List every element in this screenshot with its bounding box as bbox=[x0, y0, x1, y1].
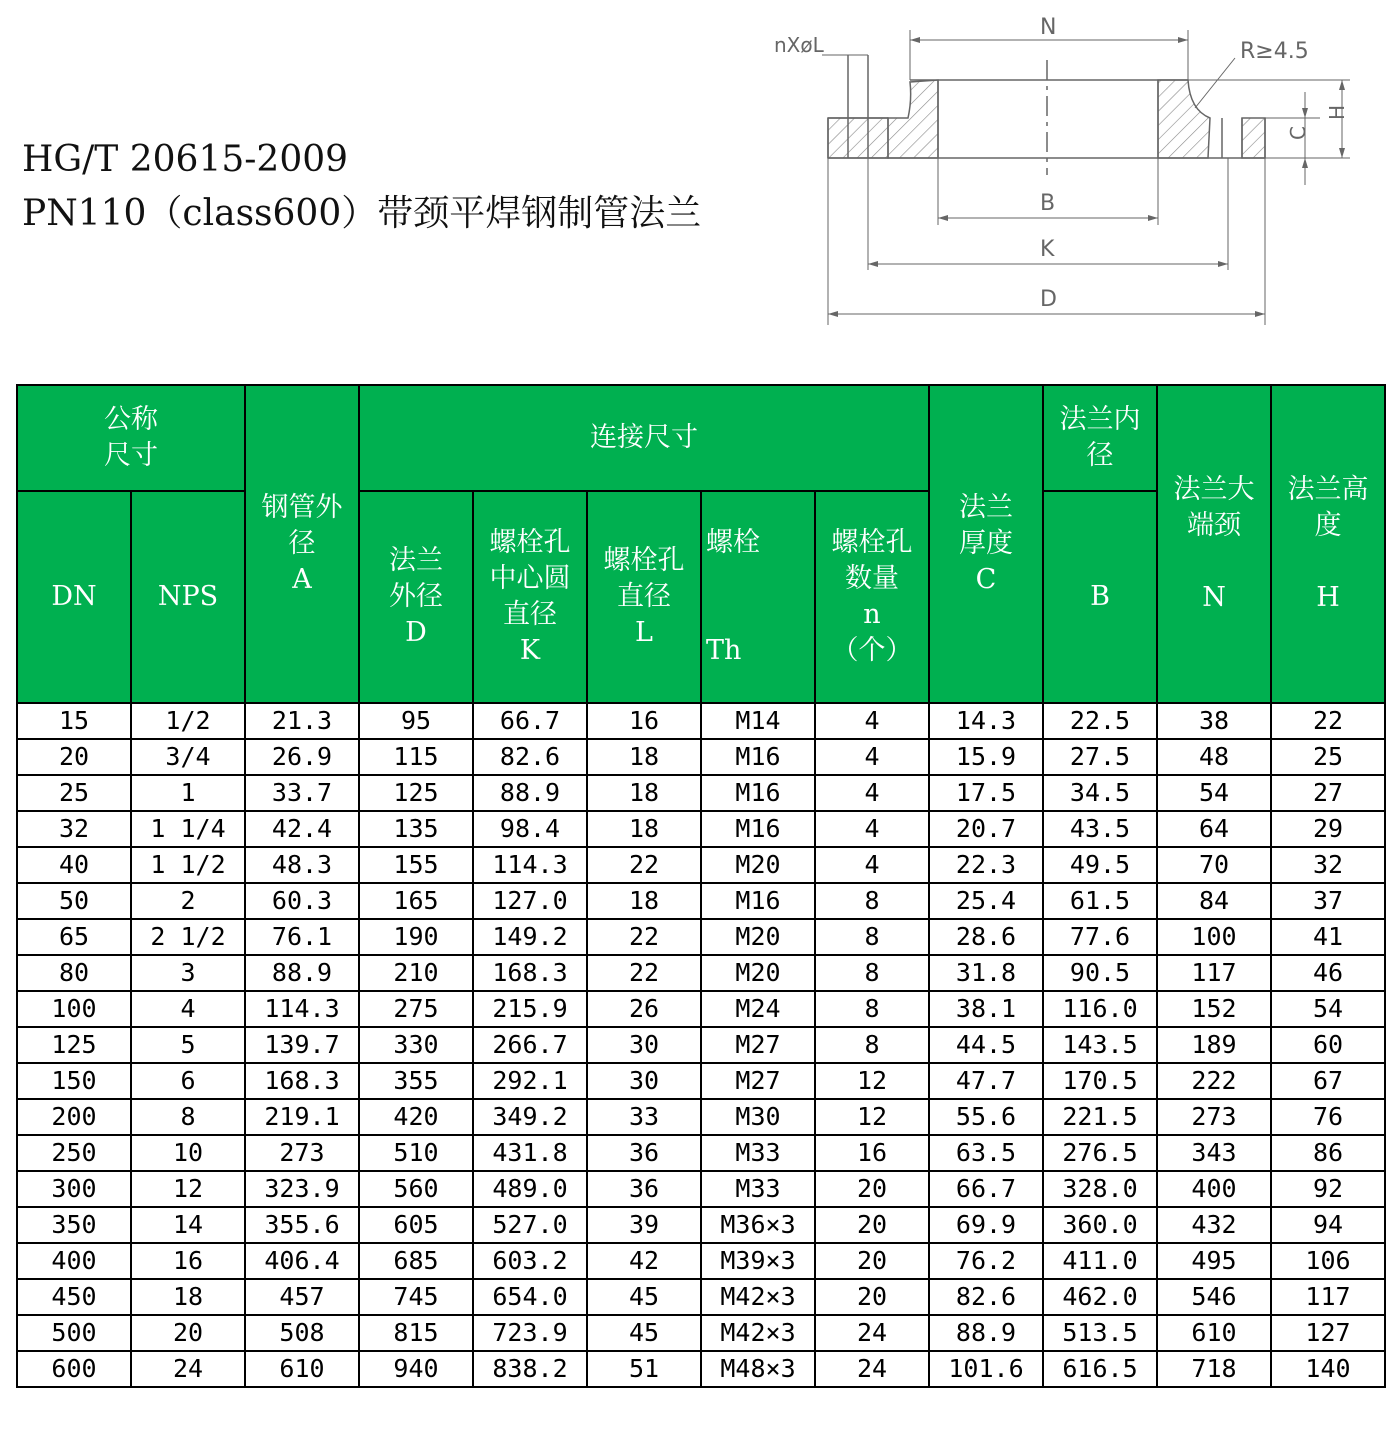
table-cell: 500 bbox=[17, 1315, 131, 1351]
table-cell: 36 bbox=[587, 1135, 701, 1171]
table-cell: 6 bbox=[131, 1063, 245, 1099]
table-cell: 273 bbox=[245, 1135, 359, 1171]
table-cell: 60 bbox=[1271, 1027, 1385, 1063]
table-cell: 8 bbox=[815, 919, 929, 955]
table-cell: 40 bbox=[17, 847, 131, 883]
table-cell: M33 bbox=[701, 1135, 815, 1171]
table-cell: 117 bbox=[1157, 955, 1271, 991]
table-cell: 600 bbox=[17, 1351, 131, 1387]
table-cell: 27 bbox=[1271, 775, 1385, 811]
table-cell: 1 1/4 bbox=[131, 811, 245, 847]
table-row bbox=[17, 1243, 1385, 1279]
bolt-hole-diameter-header: 螺栓孔 直径 L bbox=[587, 491, 701, 703]
table-cell: M20 bbox=[701, 955, 815, 991]
table-cell: 605 bbox=[359, 1207, 473, 1243]
table-cell: M27 bbox=[701, 1063, 815, 1099]
table-cell: 22 bbox=[587, 847, 701, 883]
table-cell: 38 bbox=[1157, 703, 1271, 739]
table-row bbox=[17, 1099, 1385, 1135]
table-cell: M16 bbox=[701, 811, 815, 847]
table-cell: 343 bbox=[1157, 1135, 1271, 1171]
table-cell: 1 1/2 bbox=[131, 847, 245, 883]
table-cell: 275 bbox=[359, 991, 473, 1027]
bore-header: 法兰内 径 bbox=[1043, 385, 1157, 491]
table-cell: 39 bbox=[587, 1207, 701, 1243]
table-cell: 92 bbox=[1271, 1171, 1385, 1207]
table-cell: 25.4 bbox=[929, 883, 1043, 919]
table-cell: 125 bbox=[359, 775, 473, 811]
table-row bbox=[17, 811, 1385, 847]
table-cell: 32 bbox=[1271, 847, 1385, 883]
table-cell: 190 bbox=[359, 919, 473, 955]
radius-label: R≥4.5 bbox=[1240, 39, 1309, 64]
table-cell: 26 bbox=[587, 991, 701, 1027]
table-cell: 50 bbox=[17, 883, 131, 919]
table-cell: 24 bbox=[815, 1315, 929, 1351]
table-cell: M20 bbox=[701, 919, 815, 955]
table-cell: 143.5 bbox=[1043, 1027, 1157, 1063]
table-cell: 210 bbox=[359, 955, 473, 991]
bore-b-header: B bbox=[1043, 491, 1157, 703]
table-cell: 76 bbox=[1271, 1099, 1385, 1135]
table-cell: 139.7 bbox=[245, 1027, 359, 1063]
table-cell: 4 bbox=[815, 847, 929, 883]
table-row bbox=[17, 883, 1385, 919]
table-cell: 17.5 bbox=[929, 775, 1043, 811]
table-cell: 219.1 bbox=[245, 1099, 359, 1135]
table-cell: 24 bbox=[131, 1351, 245, 1387]
table-cell: 276.5 bbox=[1043, 1135, 1157, 1171]
table-cell: 411.0 bbox=[1043, 1243, 1157, 1279]
table-cell: M42×3 bbox=[701, 1315, 815, 1351]
table-cell: 940 bbox=[359, 1351, 473, 1387]
table-cell: 33.7 bbox=[245, 775, 359, 811]
thickness-label: C bbox=[1286, 126, 1310, 140]
table-cell: 49.5 bbox=[1043, 847, 1157, 883]
table-cell: 3 bbox=[131, 955, 245, 991]
table-cell: 32 bbox=[17, 811, 131, 847]
table-cell: 82.6 bbox=[473, 739, 587, 775]
nps-header: NPS bbox=[131, 491, 245, 703]
table-cell: 328.0 bbox=[1043, 1171, 1157, 1207]
table-cell: 22 bbox=[587, 955, 701, 991]
table-cell: 16 bbox=[815, 1135, 929, 1171]
bolt-circle-label: K bbox=[1040, 237, 1055, 262]
table-cell: 43.5 bbox=[1043, 811, 1157, 847]
table-cell: M14 bbox=[701, 703, 815, 739]
table-cell: 8 bbox=[131, 1099, 245, 1135]
table-row bbox=[17, 1171, 1385, 1207]
table-cell: 37 bbox=[1271, 883, 1385, 919]
table-cell: M27 bbox=[701, 1027, 815, 1063]
table-cell: 54 bbox=[1271, 991, 1385, 1027]
table-cell: 54 bbox=[1157, 775, 1271, 811]
table-row bbox=[17, 1351, 1385, 1387]
table-cell: 250 bbox=[17, 1135, 131, 1171]
table-cell: 64 bbox=[1157, 811, 1271, 847]
table-cell: 838.2 bbox=[473, 1351, 587, 1387]
table-cell: 200 bbox=[17, 1099, 131, 1135]
table-cell: 28.6 bbox=[929, 919, 1043, 955]
dn-header: DN bbox=[17, 491, 131, 703]
bolt-hole-label: nXøL bbox=[774, 33, 824, 57]
table-cell: 431.8 bbox=[473, 1135, 587, 1171]
table-cell: 30 bbox=[587, 1027, 701, 1063]
height-label: H bbox=[1325, 104, 1349, 120]
table-cell: 55.6 bbox=[929, 1099, 1043, 1135]
table-cell: 8 bbox=[815, 991, 929, 1027]
table-cell: 215.9 bbox=[473, 991, 587, 1027]
table-cell: 189 bbox=[1157, 1027, 1271, 1063]
table-cell: 70 bbox=[1157, 847, 1271, 883]
table-cell: 34.5 bbox=[1043, 775, 1157, 811]
table-cell: 20 bbox=[17, 739, 131, 775]
table-cell: 8 bbox=[815, 955, 929, 991]
table-cell: 273 bbox=[1157, 1099, 1271, 1135]
table-row bbox=[17, 1063, 1385, 1099]
table-cell: 27.5 bbox=[1043, 739, 1157, 775]
table-cell: 82.6 bbox=[929, 1279, 1043, 1315]
table-cell: 98.4 bbox=[473, 811, 587, 847]
table-cell: 45 bbox=[587, 1279, 701, 1315]
table-cell: 48.3 bbox=[245, 847, 359, 883]
table-cell: 170.5 bbox=[1043, 1063, 1157, 1099]
table-cell: 8 bbox=[815, 883, 929, 919]
table-cell: M16 bbox=[701, 883, 815, 919]
table-row bbox=[17, 703, 1385, 739]
table-cell: 603.2 bbox=[473, 1243, 587, 1279]
table-cell: 815 bbox=[359, 1315, 473, 1351]
table-cell: 60.3 bbox=[245, 883, 359, 919]
table-cell: 22.5 bbox=[1043, 703, 1157, 739]
table-cell: 718 bbox=[1157, 1351, 1271, 1387]
table-cell: 140 bbox=[1271, 1351, 1385, 1387]
table-cell: 48 bbox=[1157, 739, 1271, 775]
table-cell: 42.4 bbox=[245, 811, 359, 847]
table-cell: 101.6 bbox=[929, 1351, 1043, 1387]
neck-diameter-label: N bbox=[1040, 15, 1057, 40]
table-cell: 350 bbox=[17, 1207, 131, 1243]
table-cell: 18 bbox=[587, 811, 701, 847]
table-cell: 63.5 bbox=[929, 1135, 1043, 1171]
height-header: 法兰高 度 H bbox=[1271, 385, 1385, 703]
table-cell: 508 bbox=[245, 1315, 359, 1351]
table-row bbox=[17, 1315, 1385, 1351]
table-cell: 745 bbox=[359, 1279, 473, 1315]
table-cell: 20 bbox=[815, 1207, 929, 1243]
table-cell: M48×3 bbox=[701, 1351, 815, 1387]
table-cell: 90.5 bbox=[1043, 955, 1157, 991]
table-cell: 266.7 bbox=[473, 1027, 587, 1063]
table-cell: M16 bbox=[701, 739, 815, 775]
document-title: PN110（class600）带颈平焊钢制管法兰 bbox=[22, 193, 702, 234]
table-cell: 300 bbox=[17, 1171, 131, 1207]
table-cell: 495 bbox=[1157, 1243, 1271, 1279]
table-cell: 25 bbox=[17, 775, 131, 811]
table-cell: 84 bbox=[1157, 883, 1271, 919]
table-cell: 20 bbox=[815, 1171, 929, 1207]
table-cell: 22 bbox=[1271, 703, 1385, 739]
table-cell: 95 bbox=[359, 703, 473, 739]
table-cell: 685 bbox=[359, 1243, 473, 1279]
table-cell: 462.0 bbox=[1043, 1279, 1157, 1315]
table-cell: 355.6 bbox=[245, 1207, 359, 1243]
table-cell: 1/2 bbox=[131, 703, 245, 739]
table-cell: 38.1 bbox=[929, 991, 1043, 1027]
table-cell: 546 bbox=[1157, 1279, 1271, 1315]
table-cell: 18 bbox=[587, 739, 701, 775]
table-cell: 3/4 bbox=[131, 739, 245, 775]
table-cell: 25 bbox=[1271, 739, 1385, 775]
table-cell: 45 bbox=[587, 1315, 701, 1351]
table-cell: 4 bbox=[815, 739, 929, 775]
table-cell: M16 bbox=[701, 775, 815, 811]
table-cell: 400 bbox=[1157, 1171, 1271, 1207]
table-cell: 135 bbox=[359, 811, 473, 847]
table-row bbox=[17, 955, 1385, 991]
table-cell: 36 bbox=[587, 1171, 701, 1207]
table-cell: 44.5 bbox=[929, 1027, 1043, 1063]
table-cell: 46 bbox=[1271, 955, 1385, 991]
table-cell: 18 bbox=[587, 883, 701, 919]
table-row bbox=[17, 775, 1385, 811]
table-cell: 150 bbox=[17, 1063, 131, 1099]
table-cell: 67 bbox=[1271, 1063, 1385, 1099]
table-cell: 4 bbox=[815, 811, 929, 847]
flange-od-header: 法兰 外径 D bbox=[359, 491, 473, 703]
table-cell: 610 bbox=[245, 1351, 359, 1387]
table-cell: 20.7 bbox=[929, 811, 1043, 847]
table-cell: M33 bbox=[701, 1171, 815, 1207]
table-row bbox=[17, 1027, 1385, 1063]
table-cell: 86 bbox=[1271, 1135, 1385, 1171]
table-cell: 117 bbox=[1271, 1279, 1385, 1315]
neck-header: 法兰大 端颈 N bbox=[1157, 385, 1271, 703]
flange-dimension-table bbox=[16, 384, 1386, 1388]
thickness-header: 法兰 厚度 C bbox=[929, 385, 1043, 703]
table-cell: 14.3 bbox=[929, 703, 1043, 739]
table-cell: 4 bbox=[131, 991, 245, 1027]
standard-code: HG/T 20615-2009 bbox=[22, 139, 349, 180]
table-cell: 155 bbox=[359, 847, 473, 883]
table-cell: 116.0 bbox=[1043, 991, 1157, 1027]
bolt-circle-header: 螺栓孔 中心圆 直径 K bbox=[473, 491, 587, 703]
table-cell: 510 bbox=[359, 1135, 473, 1171]
table-cell: M30 bbox=[701, 1099, 815, 1135]
table-cell: 106 bbox=[1271, 1243, 1385, 1279]
table-cell: 4 bbox=[815, 775, 929, 811]
table-cell: 323.9 bbox=[245, 1171, 359, 1207]
table-cell: M24 bbox=[701, 991, 815, 1027]
table-cell: 31.8 bbox=[929, 955, 1043, 991]
connection-dimensions-header: 连接尺寸 bbox=[359, 385, 929, 491]
table-cell: 355 bbox=[359, 1063, 473, 1099]
table-cell: 76.1 bbox=[245, 919, 359, 955]
table-cell: 29 bbox=[1271, 811, 1385, 847]
table-cell: 66.7 bbox=[929, 1171, 1043, 1207]
table-row bbox=[17, 991, 1385, 1027]
table-cell: 65 bbox=[17, 919, 131, 955]
table-row bbox=[17, 1207, 1385, 1243]
table-cell: 47.7 bbox=[929, 1063, 1043, 1099]
table-cell: 114.3 bbox=[473, 847, 587, 883]
table-cell: 222 bbox=[1157, 1063, 1271, 1099]
table-cell: 14 bbox=[131, 1207, 245, 1243]
table-cell: 125 bbox=[17, 1027, 131, 1063]
table-cell: 18 bbox=[131, 1279, 245, 1315]
table-cell: 114.3 bbox=[245, 991, 359, 1027]
table-cell: 527.0 bbox=[473, 1207, 587, 1243]
table-cell: 115 bbox=[359, 739, 473, 775]
bore-label: B bbox=[1040, 191, 1056, 216]
table-cell: 30 bbox=[587, 1063, 701, 1099]
table-cell: 360.0 bbox=[1043, 1207, 1157, 1243]
outer-diameter-label: D bbox=[1040, 287, 1057, 312]
table-cell: 12 bbox=[815, 1063, 929, 1099]
table-cell: 18 bbox=[587, 775, 701, 811]
table-cell: 16 bbox=[587, 703, 701, 739]
table-cell: 51 bbox=[587, 1351, 701, 1387]
table-cell: 152 bbox=[1157, 991, 1271, 1027]
table-row bbox=[17, 919, 1385, 955]
table-body bbox=[17, 703, 1385, 1387]
table-cell: 616.5 bbox=[1043, 1351, 1157, 1387]
table-cell: 12 bbox=[131, 1171, 245, 1207]
table-cell: M39×3 bbox=[701, 1243, 815, 1279]
table-cell: 21.3 bbox=[245, 703, 359, 739]
table-cell: 457 bbox=[245, 1279, 359, 1315]
table-cell: 127.0 bbox=[473, 883, 587, 919]
table-cell: 221.5 bbox=[1043, 1099, 1157, 1135]
table-cell: 10 bbox=[131, 1135, 245, 1171]
table-cell: 88.9 bbox=[929, 1315, 1043, 1351]
table-cell: 42 bbox=[587, 1243, 701, 1279]
table-cell: M36×3 bbox=[701, 1207, 815, 1243]
table-cell: M20 bbox=[701, 847, 815, 883]
table-cell: 24 bbox=[815, 1351, 929, 1387]
table-cell: 168.3 bbox=[473, 955, 587, 991]
table-cell: 400 bbox=[17, 1243, 131, 1279]
nominal-size-header: 公称 尺寸 bbox=[17, 385, 245, 491]
table-cell: 33 bbox=[587, 1099, 701, 1135]
table-cell: 420 bbox=[359, 1099, 473, 1135]
table-cell: 349.2 bbox=[473, 1099, 587, 1135]
bolt-header: 螺栓 Th bbox=[701, 491, 815, 703]
table-cell: 100 bbox=[17, 991, 131, 1027]
table-cell: 80 bbox=[17, 955, 131, 991]
table-cell: 560 bbox=[359, 1171, 473, 1207]
table-cell: 654.0 bbox=[473, 1279, 587, 1315]
table-cell: 149.2 bbox=[473, 919, 587, 955]
table-cell: 330 bbox=[359, 1027, 473, 1063]
table-cell: 165 bbox=[359, 883, 473, 919]
table-cell: 513.5 bbox=[1043, 1315, 1157, 1351]
table-cell: 20 bbox=[131, 1315, 245, 1351]
table-cell: 20 bbox=[815, 1279, 929, 1315]
table-cell: 41 bbox=[1271, 919, 1385, 955]
table-cell: 2 bbox=[131, 883, 245, 919]
table-cell: 127 bbox=[1271, 1315, 1385, 1351]
table-row bbox=[17, 1135, 1385, 1171]
table-row bbox=[17, 847, 1385, 883]
table-cell: 292.1 bbox=[473, 1063, 587, 1099]
table-cell: 16 bbox=[131, 1243, 245, 1279]
table-cell: 8 bbox=[815, 1027, 929, 1063]
table-cell: 15 bbox=[17, 703, 131, 739]
table-cell: 610 bbox=[1157, 1315, 1271, 1351]
table-cell: 489.0 bbox=[473, 1171, 587, 1207]
table-cell: 5 bbox=[131, 1027, 245, 1063]
table-cell: 22 bbox=[587, 919, 701, 955]
table-cell: 61.5 bbox=[1043, 883, 1157, 919]
table-cell: 1 bbox=[131, 775, 245, 811]
table-row bbox=[17, 739, 1385, 775]
table-cell: 76.2 bbox=[929, 1243, 1043, 1279]
table-cell: 100 bbox=[1157, 919, 1271, 955]
table-cell: 168.3 bbox=[245, 1063, 359, 1099]
table-cell: 723.9 bbox=[473, 1315, 587, 1351]
table-cell: 4 bbox=[815, 703, 929, 739]
table-cell: 432 bbox=[1157, 1207, 1271, 1243]
table-cell: M42×3 bbox=[701, 1279, 815, 1315]
table-row bbox=[17, 1279, 1385, 1315]
table-cell: 450 bbox=[17, 1279, 131, 1315]
table-cell: 69.9 bbox=[929, 1207, 1043, 1243]
table-cell: 88.9 bbox=[473, 775, 587, 811]
table-cell: 88.9 bbox=[245, 955, 359, 991]
table-cell: 15.9 bbox=[929, 739, 1043, 775]
bolt-count-header: 螺栓孔 数量 n （个） bbox=[815, 491, 929, 703]
table-cell: 12 bbox=[815, 1099, 929, 1135]
table-cell: 66.7 bbox=[473, 703, 587, 739]
table-cell: 2 1/2 bbox=[131, 919, 245, 955]
table-cell: 22.3 bbox=[929, 847, 1043, 883]
table-cell: 94 bbox=[1271, 1207, 1385, 1243]
flange-cross-section-drawing bbox=[760, 0, 1400, 340]
table-cell: 406.4 bbox=[245, 1243, 359, 1279]
pipe-od-header: 钢管外 径 A bbox=[245, 385, 359, 703]
table-cell: 77.6 bbox=[1043, 919, 1157, 955]
table-cell: 26.9 bbox=[245, 739, 359, 775]
table-cell: 20 bbox=[815, 1243, 929, 1279]
